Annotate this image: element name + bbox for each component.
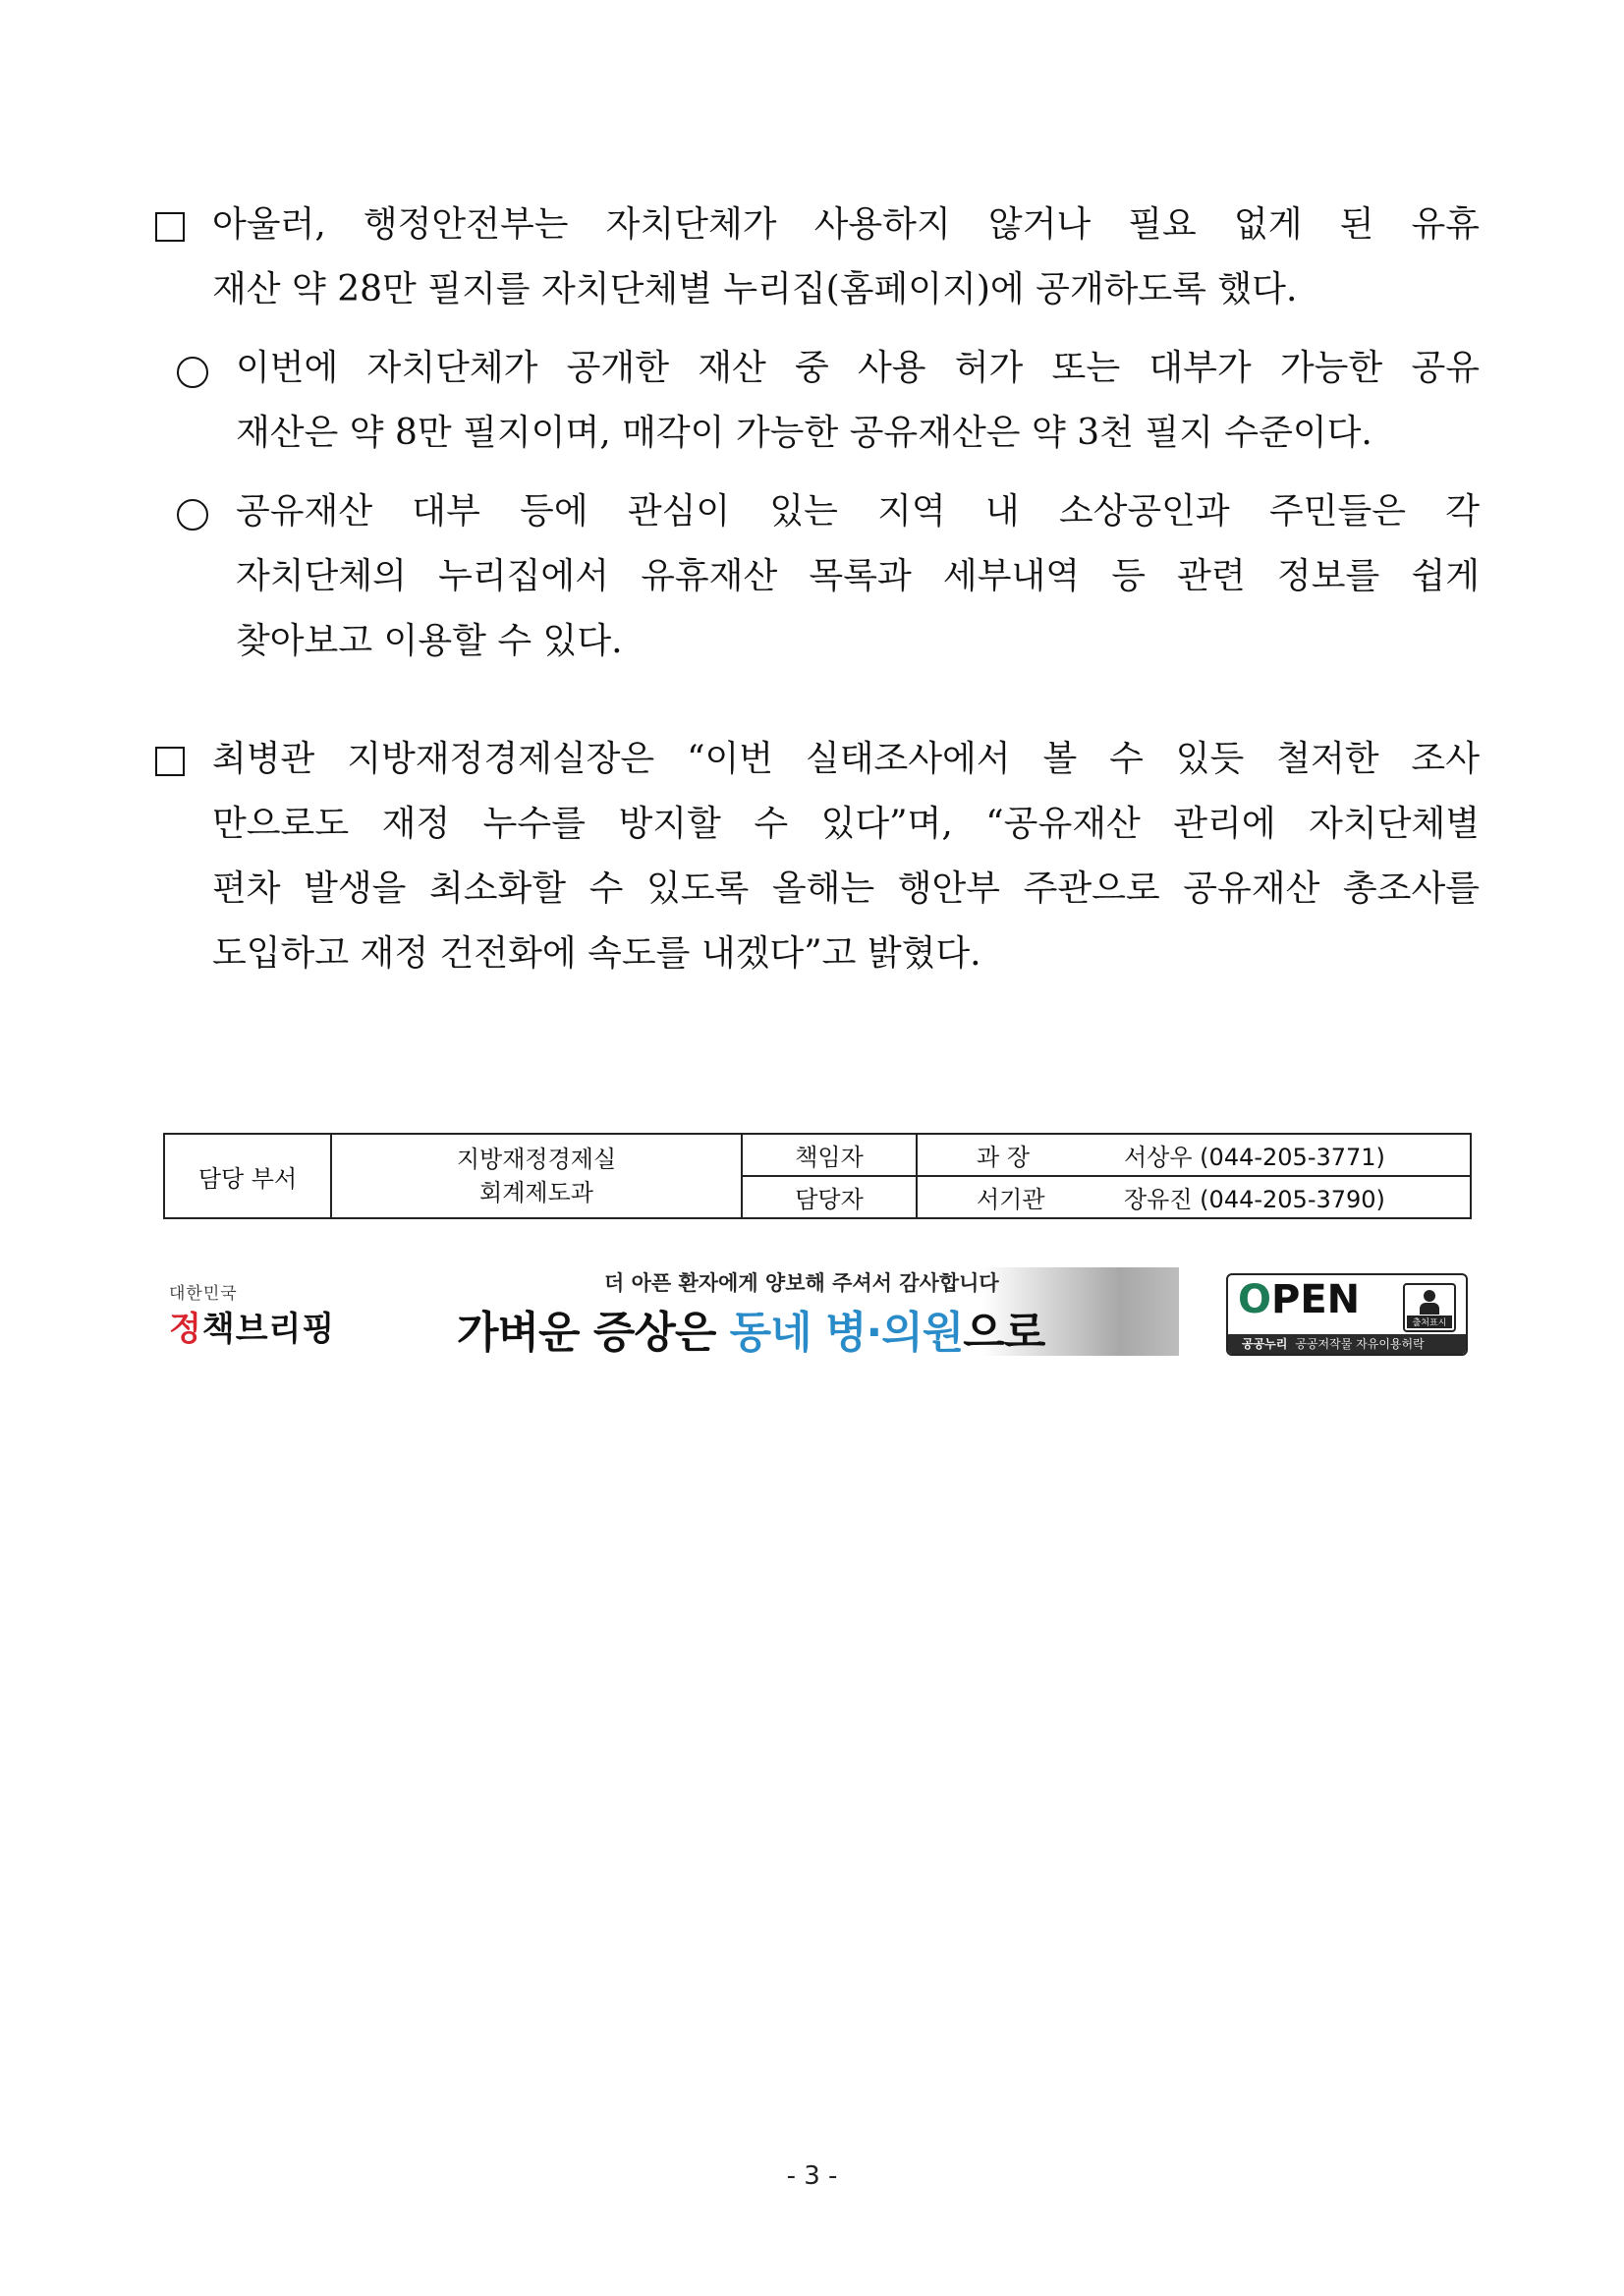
dept-name-line: 회계제도과 bbox=[479, 1179, 593, 1206]
circle-bullet-1 bbox=[177, 357, 208, 392]
contact-table bbox=[163, 1133, 1472, 1219]
dept-label: 담당 부서 bbox=[164, 1134, 331, 1218]
logo-small-text: 대한민국 bbox=[169, 1284, 238, 1304]
license-bar: 공공누리 공공저작물 자유이용허락 bbox=[1228, 1334, 1466, 1354]
campaign-headline: 가벼운 증상은 동네 병·의원으로 bbox=[457, 1308, 1045, 1356]
policy-briefing-logo bbox=[169, 1279, 346, 1358]
paragraph-line: 도입하고 재정 건전화에 속도를 내겠다”고 밝혔다. bbox=[212, 933, 981, 974]
contact-person bbox=[917, 1134, 1471, 1176]
paragraph-line: 찾아보고 이용할 수 있다. bbox=[236, 621, 623, 661]
sub-paragraph-1 bbox=[236, 336, 1480, 466]
logo-big-text: 정책브리핑 bbox=[169, 1310, 336, 1349]
person-info: 장유진 (044-205-3790) bbox=[1124, 1186, 1385, 1213]
person-info: 서상우 (044-205-3771) bbox=[1124, 1144, 1385, 1171]
attribution-icon bbox=[1403, 1283, 1456, 1332]
paragraph-line: 자치단체의 누리집에서 유휴재산 목록과 세부내역 등 관련 정보를 쉽게 bbox=[236, 556, 1480, 596]
sub-paragraph-2 bbox=[236, 479, 1480, 674]
paragraph-line: 재산 약 28만 필지를 자치단체별 누리집(홈페이지)에 공개하도록 했다. bbox=[212, 269, 1298, 309]
campaign-banner bbox=[447, 1267, 1179, 1356]
circle-bullet-2 bbox=[177, 499, 208, 534]
paragraph-line: 최병관 지방재정경제실장은 “이번 실태조사에서 볼 수 있듯 철저한 조사 bbox=[212, 739, 1480, 779]
dept-name bbox=[331, 1134, 742, 1218]
open-wordmark: OPEN bbox=[1238, 1277, 1361, 1322]
paragraph-line: 만으로도 재정 누수를 방지할 수 있다”며, “공유재산 관리에 자치단체별 bbox=[212, 804, 1480, 844]
paragraph-line: 공유재산 대부 등에 관심이 있는 지역 내 소상공인과 주민들은 각 bbox=[236, 491, 1480, 532]
paragraph-line: 이번에 자치단체가 공개한 재산 중 사용 허가 또는 대부가 가능한 공유 bbox=[236, 348, 1480, 388]
role-label: 담당자 bbox=[742, 1176, 917, 1218]
campaign-subtitle: 더 아픈 환자에게 양보해 주셔서 감사합니다 bbox=[604, 1271, 999, 1295]
page-number: - 3 - bbox=[786, 2161, 838, 2191]
position: 서기관 bbox=[977, 1186, 1045, 1213]
open-license-badge bbox=[1226, 1273, 1468, 1356]
attribution-label: 출처표시 bbox=[1407, 1316, 1452, 1328]
paragraph-line: 편차 발생을 최소화할 수 있도록 올해는 행안부 주관으로 공유재산 총조사를 bbox=[212, 868, 1480, 909]
paragraph-1 bbox=[212, 193, 1480, 322]
position: 과 장 bbox=[977, 1144, 1030, 1171]
paragraph-2 bbox=[212, 727, 1480, 986]
role-label: 책임자 bbox=[742, 1134, 917, 1176]
dept-name-line: 지방재정경제실 bbox=[456, 1146, 617, 1173]
paragraph-line: 재산은 약 8만 필지이며, 매각이 가능한 공유재산은 약 3천 필지 수준이다. bbox=[236, 413, 1372, 453]
paragraph-line: 아울러, 행정안전부는 자치단체가 사용하지 않거나 필요 없게 된 유휴 bbox=[212, 204, 1480, 245]
contact-person bbox=[917, 1176, 1471, 1218]
checkbox-bullet-1 bbox=[155, 212, 185, 246]
checkbox-bullet-2 bbox=[155, 747, 185, 780]
